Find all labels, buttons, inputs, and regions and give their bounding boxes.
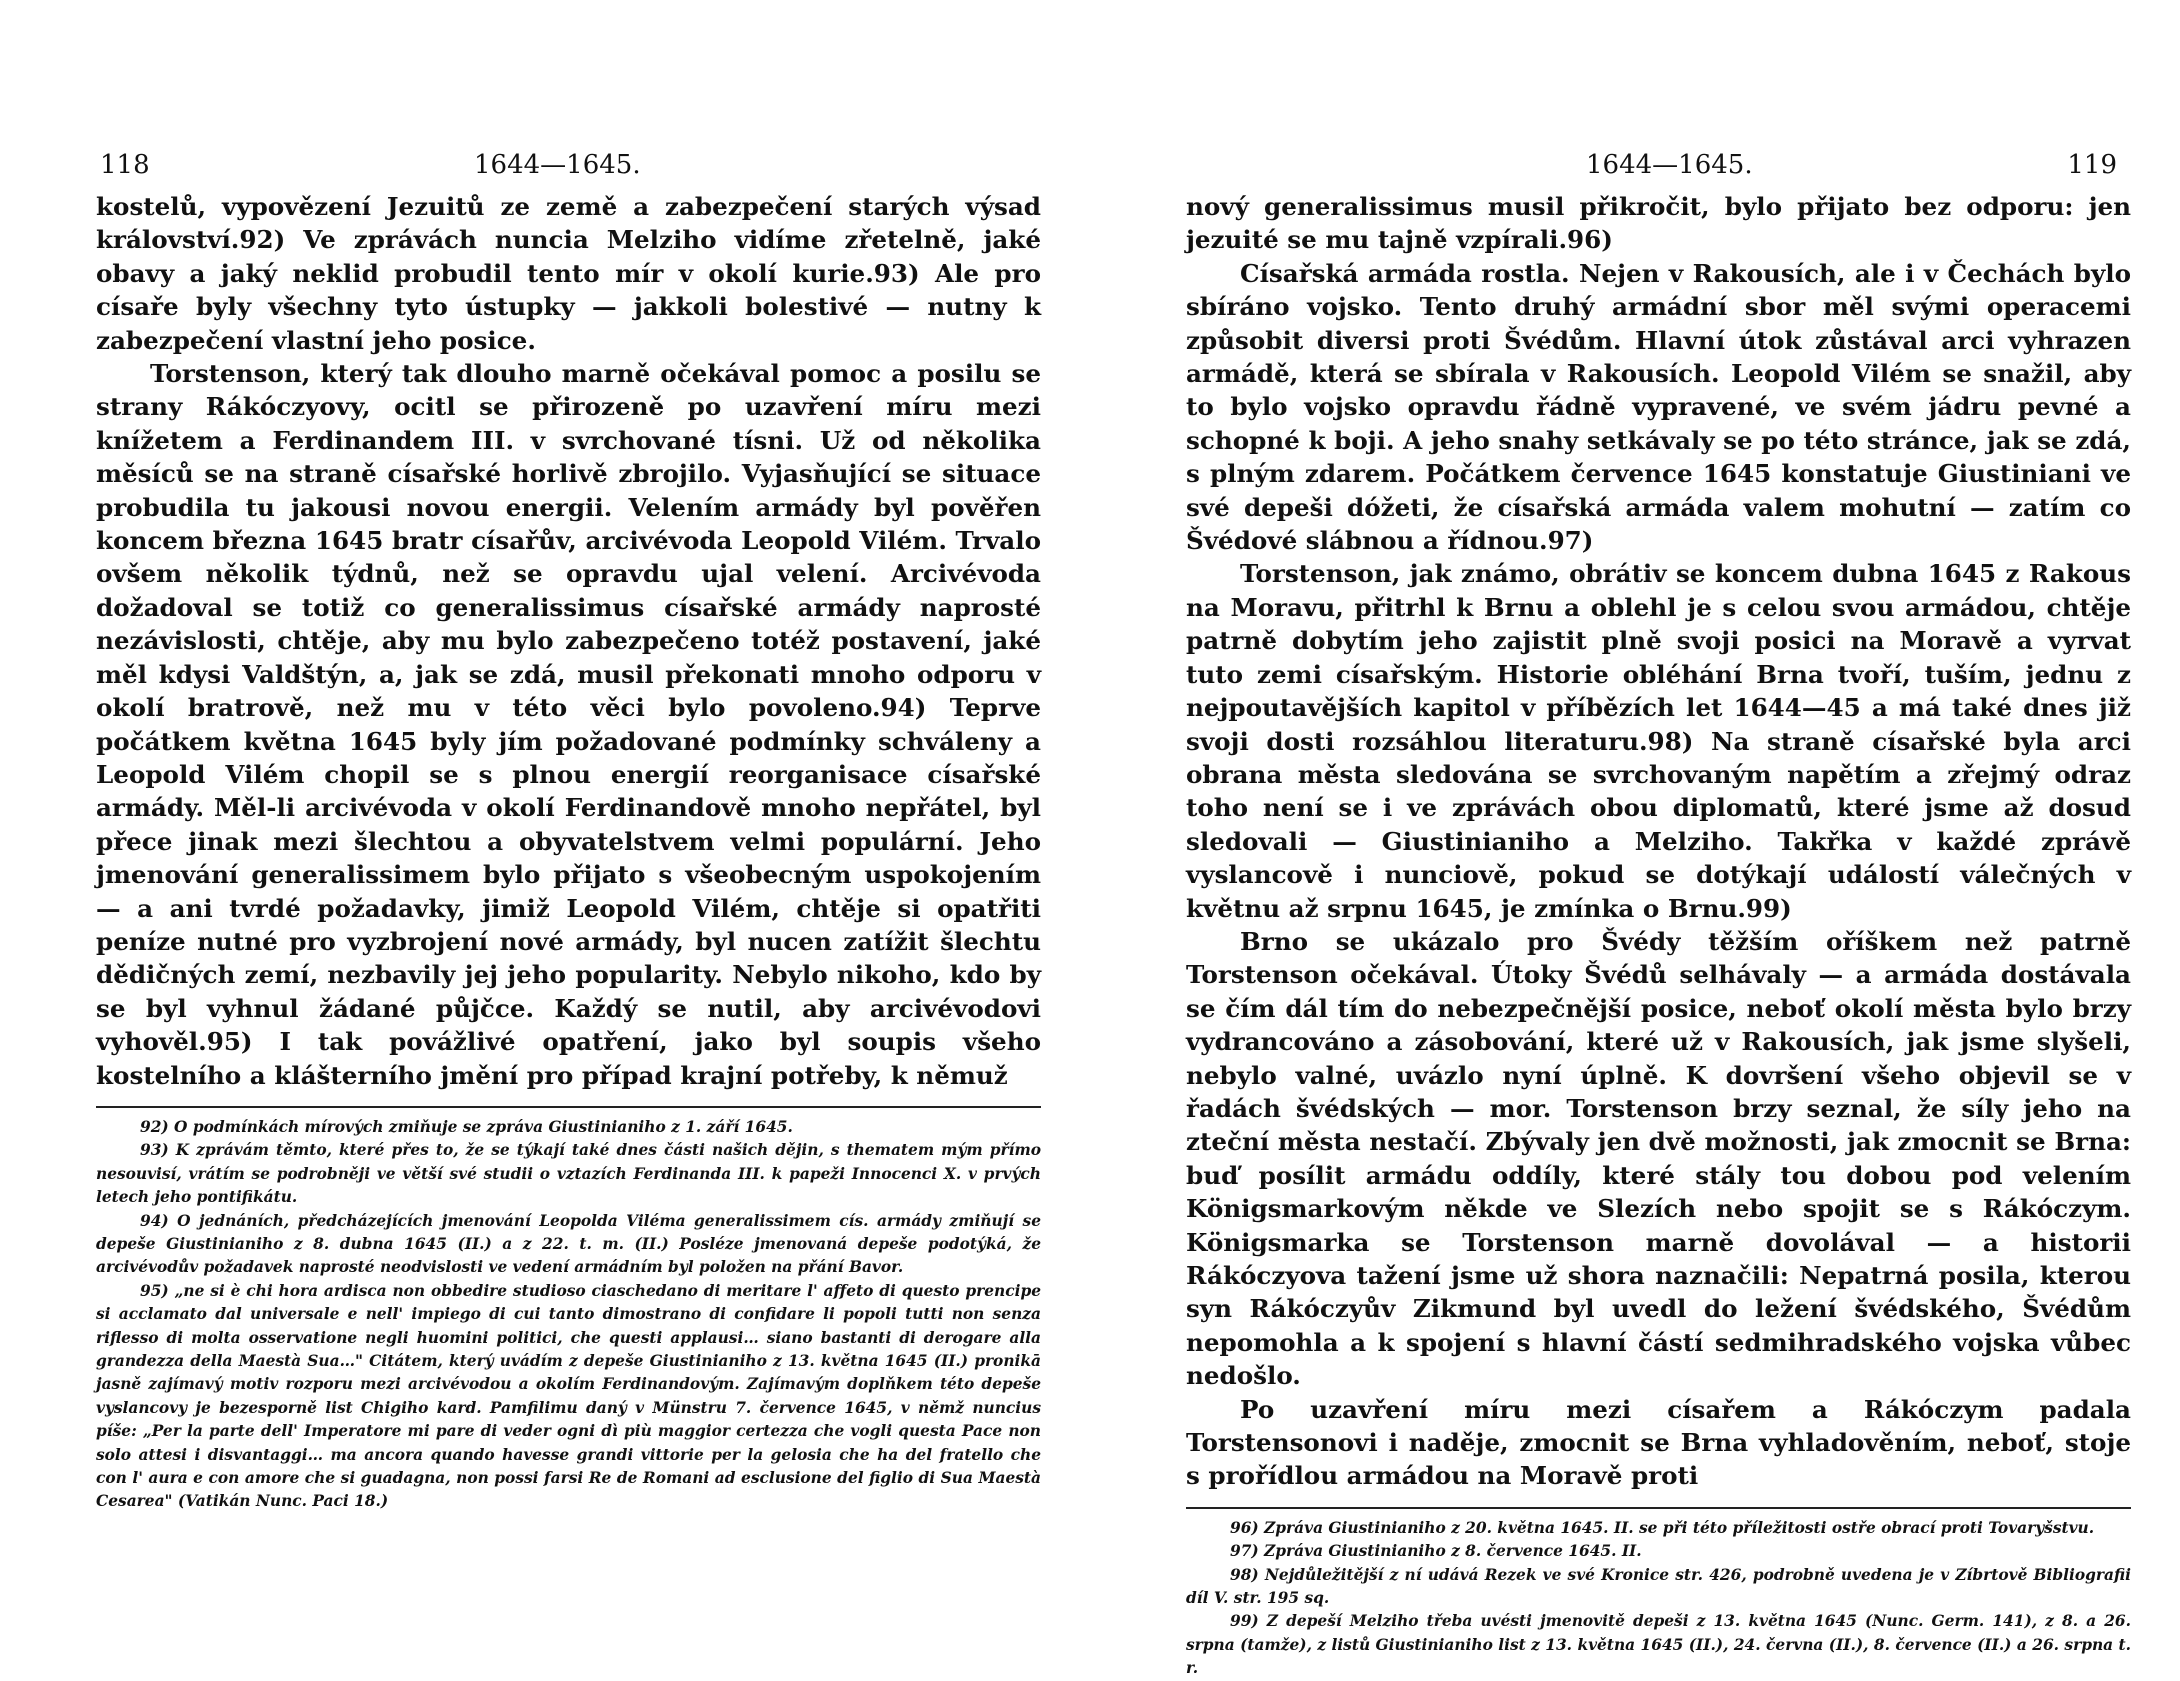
- footnote-92: 92) O podmínkách mírových zmiňuje se zpráva Giustinianiho z 1. září 1645.: [140, 1117, 793, 1136]
- footnote-93: 93) K zprávám těmto, které přes to, že se týkají také dnes části našich dějin, s thematem mým přímo nesouvisí, vrátím se podrobněji ve větší své studii o vztazích Ferdinanda III. k papeži Innocenci X. v prvých letech jeho pontifikátu.: [96, 1141, 1041, 1207]
- left-page: [96, 150, 1041, 1514]
- footnote-98: 98) Nejdůležitější z ní udává Rezek ve své Kronice str. 426, podrobně uvedena je v Zíbrtově Bibliografii díl V. str. 195 sq.: [1186, 1565, 2131, 1608]
- left-footnote-rule: [96, 1106, 1041, 1108]
- right-body-text: [1186, 190, 2131, 1493]
- left-page-number: 118: [100, 150, 150, 180]
- left-page-header: [96, 150, 1041, 190]
- right-page-number: 119: [2067, 150, 2117, 180]
- footnote-99: 99) Z depeší Melziho třeba uvésti jmenovitě depeši z 13. května 1645 (Nunc. Germ. 141), z 8. a 26. srpna (tamže), z listů Giustinianiho list z 13. května 1645 (II.), 24. června (II.), 8. července (II.) a 26. srpna t. r.: [1186, 1612, 2131, 1678]
- footnote-94: 94) O jednáních, předcházejících jmenování Leopolda Viléma generalissimem cís. armády zmiňují se depeše Giustinianiho z 8. dubna 1645 (II.) a z 22. t. m. (II.) Posléze jmenovaná depeše podotýká, že arcivévodův požadavek naprosté neodvislosti ve vedení armádním byl položen na přání Bavor.: [96, 1211, 1041, 1277]
- right-footnote-rule: [1186, 1507, 2131, 1509]
- right-running-head: 1644—1645.: [1586, 150, 1753, 180]
- footnote-96: 96) Zpráva Giustinianiho z 20. května 1645. II. se při této příležitosti ostře obrací proti Tovaryšstvu.: [1230, 1518, 2095, 1537]
- left-footnotes: [96, 1116, 1041, 1514]
- right-page: [1186, 150, 2131, 1681]
- right-paragraph-2: Císařská armáda rostla. Nejen v Rakousích, ale i v Čechách bylo sbíráno vojsko. Tento druhý armádní sbor měl svými operacemi způsobit diversi proti Švédům. Hlavní útok zůstával arci vyhrazen armádě, která se sbírala v Rakousích. Leopold Vilém se snažil, aby to bylo vojsko opravdu řádně vypravené, ve svém jádru pevné a schopné k boji. A jeho snahy setkávaly se po této stránce, jak se zdá, s plným zdarem. Počátkem července 1645 konstatuje Giustiniani ve své depeši dóžeti, že císařská armáda valem mohutní — zatím co Švédové slábnou a řídnou.97): [1186, 258, 2131, 556]
- right-footnotes: [1186, 1517, 2131, 1681]
- left-body-text: [96, 190, 1041, 1092]
- footnote-95: 95) „ne si è chi hora ardisca non obbedire studioso ciaschedano di meritare l' affeto di questo prencipe si acclamato dal universale e nell' impiego di cui tanto dimostrano di confidare li popoli tutti non senza riflesso di molta osservatione negli huomini politici, che questi applausi… siano bastanti di derogare alla grandezza della Maestà Sua…" Citátem, který uvádím z depeše Giustinianiho z 13. května 1645 (II.) pronikā jasně zajímavý motiv rozporu mezi arcivévodou a okolím Ferdinandovým. Zajímavým doplňkem této depeše vyslancovy je bezesporně list Chigiho kard. Pamfilimu daný v Münstru 7. července 1645, v němž nuncius píše: „Per la parte dell' Imperatore mi pare di veder ogni dì più maggior certezza che vogli questa Pace non solo attesi i disvantaggi… ma ancora quando havesse grandi vittorie per la gelosia che ha del fratello che con l' aura e con amore che si guadagna, non possi farsi Re de Romani ad esclusione del figlio di Sua Maestà Cesarea" (Vatikán Nunc. Paci 18.): [96, 1281, 1041, 1511]
- right-paragraph-3: Torstenson, jak známo, obrátiv se koncem dubna 1645 z Rakous na Moravu, přitrhl k Brnu a oblehl je s celou svou armádou, chtěje patrně dobytím jeho zajistit plně svoji posici na Moravě a vyrvat tuto zemi císařským. Historie obléhání Brna tvoří, tuším, jednu z nejpoutavějších kapitol v příbězích let 1644—45 a má také dnes již svoji dosti rozsáhlou literaturu.98) Na straně císařské byla arci obrana města sledována se svrchovaným napětím a zřejmý odraz toho není se i ve zprávách obou diplomatů, které jsme až dosud sledovali — Giustinianiho a Melziho. Takřka v každé zprávě vyslancově i nunciově, pokud se dotýkají událostí válečných v květnu až srpnu 1645, je zmínka o Brnu.99): [1186, 559, 2131, 923]
- footnote-97: 97) Zpráva Giustinianiho z 8. července 1645. II.: [1230, 1542, 1642, 1561]
- left-paragraph-2: Torstenson, který tak dlouho marně očekával pomoc a posilu se strany Rákóczyovy, ocitl se přirozeně po uzavření míru mezi knížetem a Ferdinandem III. v svrchované tísni. Už od několika měsíců se na straně císařské horlivě zbrojilo. Vyjasňující se situace probudila tu jakousi novou energii. Velením armády byl pověřen koncem března 1645 bratr císařův, arcivévoda Leopold Vilém. Trvalo ovšem několik týdnů, než se opravdu ujal velení. Arcivévoda dožadoval se totiž co generalissimus císařské armády naprosté nezávislosti, chtěje, aby mu bylo zabezpečeno totéž postavení, jaké měl kdysi Valdštýn, a, jak se zdá, musil překonati mnoho odporu v okolí bratrově, než mu v této věci bylo povoleno.94) Teprve počátkem května 1645 byly jím požadované podmínky schváleny a Leopold Vilém chopil se s plnou energií reorganisace císařské armády. Měl-li arcivévoda v okolí Ferdinandově mnoho nepřátel, byl přece jinak mezi šlechtou a obyvatelstvem velmi populární. Jeho jmenování generalissimem bylo přijato s všeobecným uspokojením — a ani tvrdé požadavky, jimiž Leopold Vilém, chtěje si opatřiti peníze nutné pro vyzbrojení nové armády, byl nucen zatížit šlechtu dědičných zemí, nezbavily jej jeho popularity. Nebylo nikoho, kdo by se byl vyhnul žádané půjčce. Každý se nutil, aby arcivévodovi vyhověl.95) I tak povážlivé opatření, jako byl soupis všeho kostelního a klášterního jmění pro případ krajní potřeby, k němuž: [96, 359, 1041, 1090]
- left-running-head: 1644—1645.: [474, 150, 641, 180]
- right-paragraph-1: nový generalissimus musil přikročit, bylo přijato bez odporu: jen jezuité se mu tajně vzpírali.96): [1186, 192, 2131, 255]
- right-paragraph-4: Brno se ukázalo pro Švédy těžším oříškem než patrně Torstenson očekával. Útoky Švédů selhávaly — a armáda dostávala se čím dál tím do nebezpečnější posice, neboť okolí města bylo brzy vydrancováno a zásobování, které už v Rakousích, jak jsme slyšeli, nebylo valné, uvázlo nyní úplně. K dovršení všeho objevil se v řadách švédských — mor. Torstenson brzy seznal, že síly jeho na zteční města nestačí. Zbývaly jen dvě možnosti, jak zmocnit se Brna: buď posílit armádu oddíly, které stály tou dobou pod velením Königsmarkovým někde ve Slezích nebo spojit se s Rákóczym. Königsmarka se Torstenson marně dovolával — a historii Rákóczyova tažení jsme už shora naznačili: Nepatrná posila, kterou syn Rákóczyův Zikmund byl uvedl do ležení švédského, Švédům nepomohla a k spojení s hlavní částí sedmihradského vojska vůbec nedošlo.: [1186, 926, 2131, 1391]
- right-paragraph-5: Po uzavření míru mezi císařem a Rákóczym padala Torstensonovi i naděje, zmocnit se Brna vyhladověním, neboť, stoje s prořídlou armádou na Moravě proti: [1186, 1394, 2131, 1491]
- left-paragraph-1: kostelů, vypovězení Jezuitů ze země a zabezpečení starých výsad království.92) Ve zprávách nuncia Melziho vidíme zřetelně, jaké obavy a jaký neklid probudil tento mír v okolí kurie.93) Ale pro císaře byly všechny tyto ústupky — jakkoli bolestivé — nutny k zabezpečení vlastní jeho posice.: [96, 192, 1041, 355]
- right-page-header: [1186, 150, 2131, 190]
